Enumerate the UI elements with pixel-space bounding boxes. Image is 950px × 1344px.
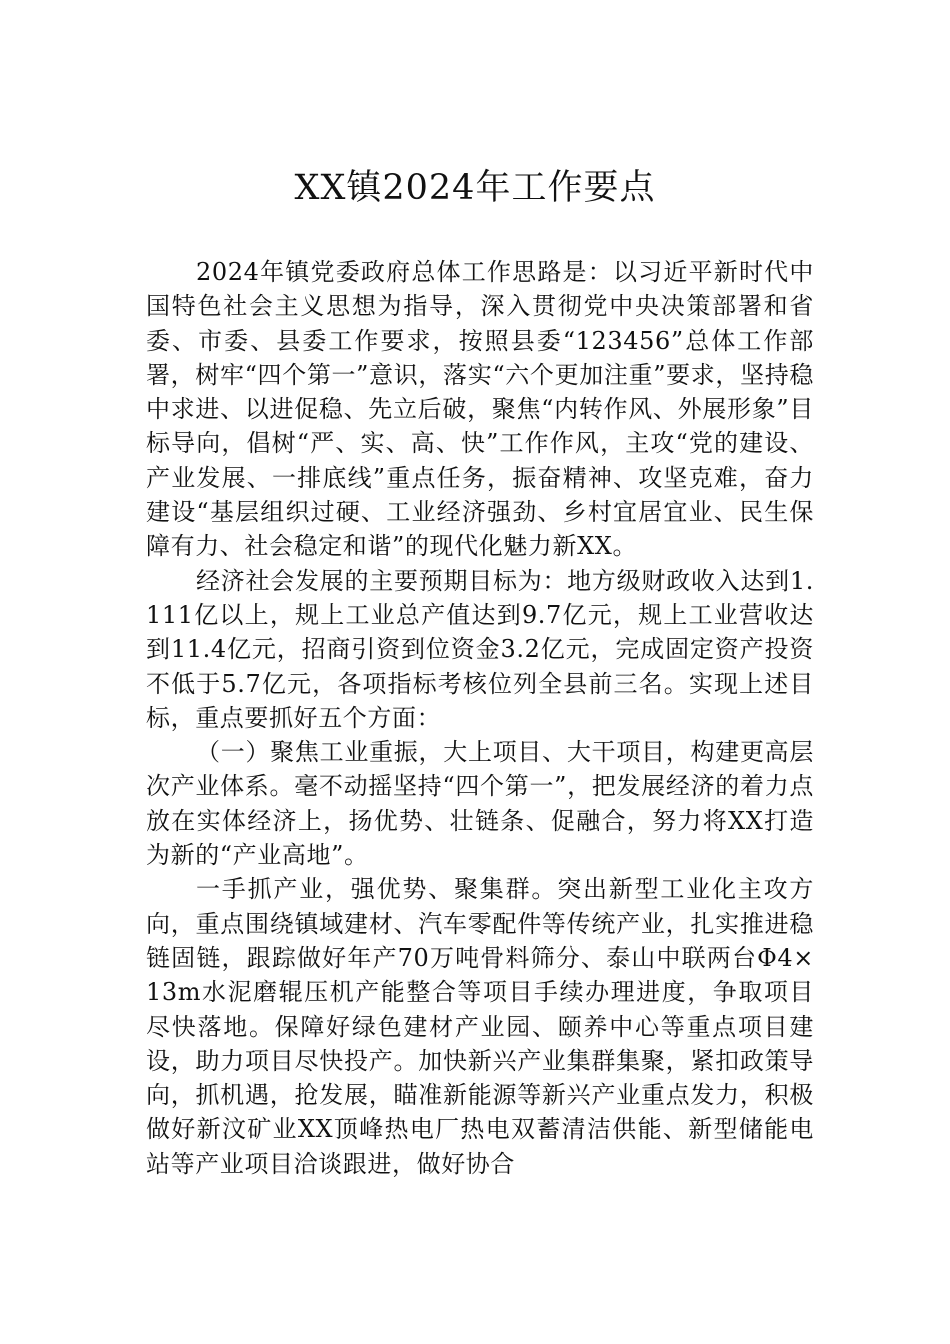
paragraph-work-approach: 2024年镇党委政府总体工作思路是：以习近平新时代中国特色社会主义思想为指导，深入贯彻党中央决策部署和省委、市委、县委工作要求，按照县委“123456”总体工作部署，树牢“四个第一”意识，落实“六个更加注重”要求，坚持稳中求进、以进促稳、先立后破，聚焦“内转作风、外展形象”目标导向，倡树“严、实、高、快”工作作风，主攻“党的建设、产业发展、一排底线”重点任务，振奋精神、攻坚克难，奋力建设“基层组织过硬、工业经济强劲、乡村宜居宜业、民生保障有力、社会稳定和谐”的现代化魅力新XX。 — [146, 258, 814, 561]
document-body — [146, 255, 814, 1181]
document-title: XX镇2024年工作要点 — [294, 168, 656, 208]
paragraph-section-one-heading: （一）聚焦工业重振，大上项目、大干项目，构建更高层次产业体系。毫不动摇坚持“四个第一”，把发展经济的着力点放在实体经济上，扬优势、壮链条、促融合，努力将XX打造为新的“产业高地”。 — [146, 738, 814, 870]
paragraph-industry-focus: 一手抓产业，强优势、聚集群。突出新型工业化主攻方向，重点围绕镇域建材、汽车零配件等传统产业，扎实推进稳链固链，跟踪做好年产70万吨骨料筛分、泰山中联两台Φ4×13m水泥磨辊压机产能整合等项目手续办理进度，争取项目尽快落地。保障好绿色建材产业园、颐养中心等重点项目建设，助力项目尽快投产。加快新兴产业集群集聚，紧扣政策导向，抓机遇，抢发展，瞄准新能源等新兴产业重点发力，积极做好新汶矿业XX顶峰热电厂热电双蓄清洁供能、新型储能电站等产业项目洽谈跟进，做好协合 — [146, 875, 814, 1178]
paragraph-expected-targets: 经济社会发展的主要预期目标为：地方级财政收入达到1.111亿以上，规上工业总产值达到9.7亿元，规上工业营收达到11.4亿元，招商引资到位资金3.2亿元，完成固定资产投资不低于5.7亿元，各项指标考核位列全县前三名。实现上述目标，重点要抓好五个方面： — [146, 566, 814, 732]
